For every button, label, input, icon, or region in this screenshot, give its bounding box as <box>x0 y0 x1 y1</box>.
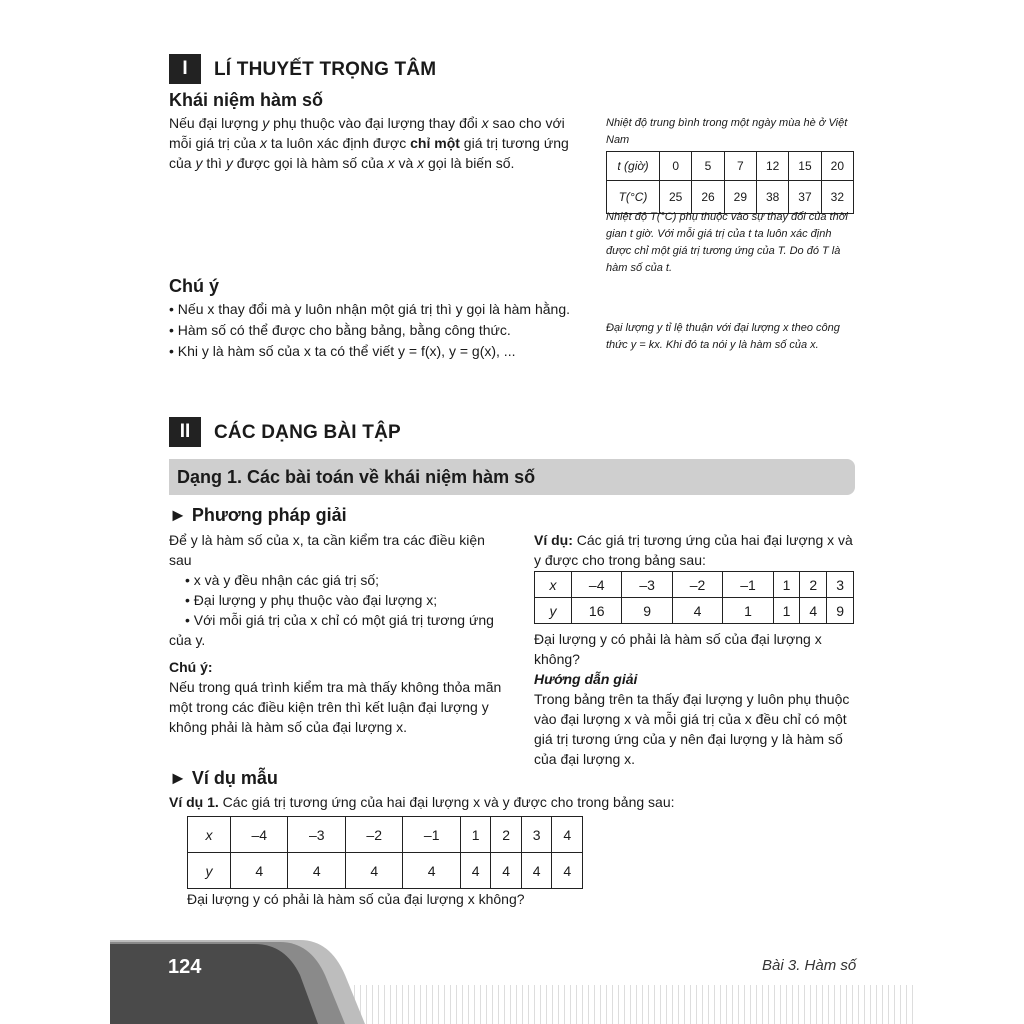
table-cell: 16 <box>572 598 622 624</box>
method-bullet-3: • Với mỗi giá trị của x chỉ có một giá trị tương ứng <box>185 612 494 628</box>
table-cell: –2 <box>345 817 402 853</box>
method-note-2: một trong các điều kiện trên thì kết luận đại lượng y <box>169 699 489 715</box>
table-cell: 9 <box>622 598 672 624</box>
table-cell: 4 <box>521 853 552 889</box>
example-intro: Ví dụ: Các giá trị tương ứng của hai đại lượng x và y được cho trong bảng sau: <box>534 532 853 568</box>
table-cell: –4 <box>231 817 288 853</box>
note-bullet-1: • Nếu x thay đổi mà y luôn nhận một giá trị thì y gọi là hàm hằng. <box>169 301 571 317</box>
side-note-2: Đại lượng y tỉ lệ thuận với đại lượng x theo công thức y = kx. Khi đó ta nói y là hàm số của x. <box>606 322 840 351</box>
table-cell: 4 <box>460 853 491 889</box>
sample-heading: ► Ví dụ mẫu <box>169 768 278 788</box>
method-note-3: không phải là hàm số của đại lượng x. <box>169 719 408 735</box>
table-cell: 1 <box>773 598 800 624</box>
note-bullet-2: • Hàm số có thể được cho bằng bảng, bằng công thức. <box>169 322 511 338</box>
table-cell: 4 <box>231 853 288 889</box>
method-bullet-3-cont: của y. <box>169 632 206 648</box>
table-cell: 4 <box>345 853 402 889</box>
table-header-cell: y <box>188 853 231 889</box>
table-cell: 4 <box>552 853 583 889</box>
table-cell: 3 <box>827 572 854 598</box>
table-cell: 4 <box>552 817 583 853</box>
table-row <box>188 853 583 889</box>
table-cell: 1 <box>460 817 491 853</box>
dang-1-bar <box>169 459 855 495</box>
table-cell: 5 <box>692 152 724 181</box>
table-cell: 2 <box>491 817 522 853</box>
table-cell: –3 <box>288 817 345 853</box>
table-cell: 3 <box>521 817 552 853</box>
table-header-cell: y <box>535 598 572 624</box>
table-header-cell: t (giờ) <box>607 152 660 181</box>
note-heading: Chú ý <box>169 276 220 296</box>
concept-heading: Khái niệm hàm số <box>169 90 324 110</box>
table-cell: 26 <box>692 181 724 214</box>
table-cell: 29 <box>724 181 756 214</box>
table-cell: –1 <box>403 817 460 853</box>
example-guide-heading: Hướng dẫn giải <box>534 671 638 687</box>
method-bullet-1: • x và y đều nhận các giá trị số; <box>185 572 380 588</box>
table-row <box>535 598 854 624</box>
table-header-cell: x <box>535 572 572 598</box>
table-cell: 4 <box>491 853 522 889</box>
example-solution: Đại lượng y có phải là hàm số của đại lượng x không? Hướng dẫn giải Trong bảng trên ta thấy đại lượng y luôn phụ thuộc vào đại lượng x và mỗi giá trị của x đều chỉ có một giá trị tương ứng của y nên đại lượng y là hàm số của đại lượng x. <box>534 629 864 769</box>
table-cell: 2 <box>800 572 827 598</box>
side-note-caption: Nhiệt độ trung bình trong một ngày mùa hè ở Việt Nam <box>606 117 848 146</box>
method-heading: ► Phương pháp giải <box>169 505 347 525</box>
section-1-title: LÍ THUYẾT TRỌNG TÂM <box>214 59 437 80</box>
table-cell: 4 <box>403 853 460 889</box>
side-note-explanation: Nhiệt độ T(°C) phụ thuộc vào sự thay đổi của thời gian t giờ. Với mỗi giá trị của t ta luôn xác định được chỉ một giá trị tương ứng của T. Do đó T là hàm số của t. <box>606 211 848 274</box>
table-cell: –3 <box>622 572 672 598</box>
footer-decoration <box>0 930 1024 1024</box>
lesson-title: Bài 3. Hàm số <box>762 957 857 974</box>
example-table <box>534 571 854 624</box>
footer-stripes <box>330 985 915 1024</box>
method-note-1: Nếu trong quá trình kiểm tra mà thấy không thỏa mãn <box>169 679 502 695</box>
sample-intro: Ví dụ 1. Các giá trị tương ứng của hai đại lượng x và y được cho trong bảng sau: <box>169 794 675 810</box>
table-cell: 15 <box>789 152 821 181</box>
table-cell: 37 <box>789 181 821 214</box>
method-note-heading: Chú ý: <box>169 659 213 675</box>
table-cell: 4 <box>288 853 345 889</box>
table-row <box>607 152 854 181</box>
section-1-badge: I <box>169 54 201 84</box>
example-question: Đại lượng y có phải là hàm số của đại lượng x không? <box>534 631 822 667</box>
table-header-cell: T(°C) <box>607 181 660 214</box>
table-cell: 20 <box>821 152 853 181</box>
section-2-badge: II <box>169 417 201 447</box>
table-cell: 12 <box>756 152 788 181</box>
table-cell: –4 <box>572 572 622 598</box>
section-2-title: CÁC DẠNG BÀI TẬP <box>214 422 401 443</box>
method-intro-2: sau <box>169 552 192 568</box>
temperature-table <box>606 151 854 214</box>
method-bullet-2: • Đại lượng y phụ thuộc vào đại lượng x; <box>185 592 438 608</box>
table-cell: 38 <box>756 181 788 214</box>
table-header-cell: x <box>188 817 231 853</box>
table-cell: 7 <box>724 152 756 181</box>
table-cell: 4 <box>672 598 722 624</box>
concept-paragraph: Nếu đại lượng y phụ thuộc vào đại lượng thay đổi x sao cho với mỗi giá trị của x ta luôn xác định được chỉ một giá trị tương ứng của y thì y được gọi là hàm số của x và x gọi là biến số. <box>169 115 569 171</box>
dang-1-title: Dạng 1. Các bài toán về khái niệm hàm số <box>177 467 536 487</box>
table-cell: 32 <box>821 181 853 214</box>
note-bullet-3: • Khi y là hàm số của x ta có thể viết y = f(x), y = g(x), ... <box>169 343 516 359</box>
table-cell: 4 <box>800 598 827 624</box>
sample-question: Đại lượng y có phải là hàm số của đại lượng x không? <box>187 891 525 907</box>
table-cell: 0 <box>660 152 692 181</box>
sample-table <box>187 816 583 889</box>
table-cell: –2 <box>672 572 722 598</box>
table-row <box>188 817 583 853</box>
table-cell: 9 <box>827 598 854 624</box>
table-cell: 1 <box>723 598 773 624</box>
page-number: 124 <box>168 956 202 978</box>
table-cell: –1 <box>723 572 773 598</box>
method-intro-1: Để y là hàm số của x, ta cần kiểm tra các điều kiện <box>169 532 485 548</box>
table-cell: 25 <box>660 181 692 214</box>
method-content <box>169 530 519 737</box>
table-row <box>535 572 854 598</box>
table-cell: 1 <box>773 572 800 598</box>
